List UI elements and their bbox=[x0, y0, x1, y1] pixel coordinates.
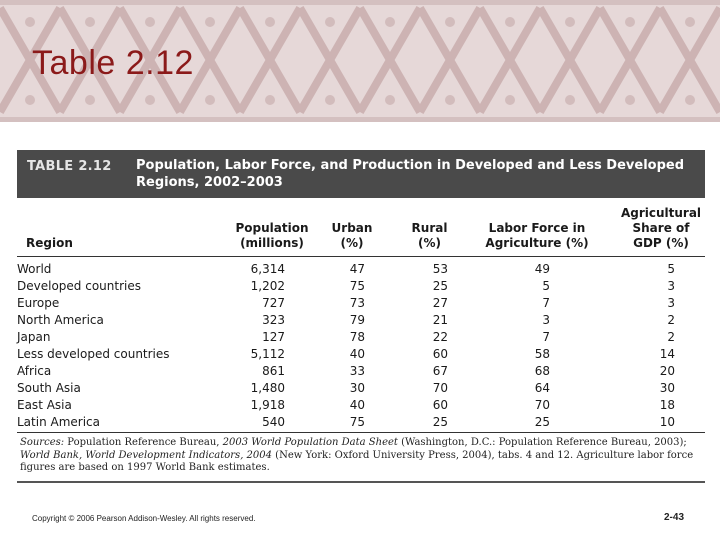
gdp-cell: 2 bbox=[667, 329, 675, 344]
region-cell: Africa bbox=[17, 363, 52, 378]
population-cell: 861 bbox=[262, 363, 285, 378]
labor-cell: 3 bbox=[542, 312, 550, 327]
gdp-cell: 14 bbox=[659, 346, 675, 361]
table-header-bar bbox=[17, 150, 705, 198]
labor-cell: 64 bbox=[534, 380, 550, 395]
decorative-banner bbox=[0, 0, 720, 122]
rural-cell: 70 bbox=[432, 380, 448, 395]
urban-cell: 30 bbox=[349, 380, 365, 395]
row-spacer bbox=[675, 328, 705, 345]
region-cell: Less developed countries bbox=[17, 346, 170, 361]
population-cell: 727 bbox=[262, 295, 285, 310]
urban-cell: 75 bbox=[349, 414, 365, 429]
region-cell: Japan bbox=[17, 329, 51, 344]
table-row bbox=[17, 311, 705, 328]
rural-cell: 60 bbox=[432, 346, 448, 361]
rural-cell: 25 bbox=[432, 414, 448, 429]
population-cell: 5,112 bbox=[250, 346, 285, 361]
gdp-cell: 3 bbox=[667, 278, 675, 293]
table-row bbox=[17, 379, 705, 396]
labor-cell: 7 bbox=[542, 329, 550, 344]
row-spacer bbox=[675, 311, 705, 328]
region-cell: East Asia bbox=[17, 397, 72, 412]
labor-cell: 58 bbox=[534, 346, 550, 361]
col-population: Population (millions) bbox=[235, 221, 309, 250]
table-row bbox=[17, 362, 705, 379]
table-row bbox=[17, 277, 705, 294]
population-cell: 1,480 bbox=[250, 380, 285, 395]
sources-note: Sources: Population Reference Bureau, 2003 World Population Data Sheet (Washington, D.C.: Population Reference Bureau, 2003); World Bank, World Development Indicators, 2004 (New York: Oxford University Press, 2004), tabs. 4 and 12. Agriculture labor force figures are based on 1997 World Bank estimates. bbox=[20, 437, 694, 473]
table-row bbox=[17, 396, 705, 413]
labor-cell: 25 bbox=[534, 414, 550, 429]
col-labor: Labor Force in Agriculture (%) bbox=[485, 221, 589, 250]
row-spacer bbox=[675, 379, 705, 396]
region-cell: South Asia bbox=[17, 380, 81, 395]
slide-title: Table 2.12 bbox=[32, 44, 194, 82]
row-spacer bbox=[675, 277, 705, 294]
urban-cell: 75 bbox=[349, 278, 365, 293]
table-caption: Population, Labor Force, and Production in Developed and Less Developed Regions, 2002–2003 bbox=[136, 158, 685, 190]
table-row bbox=[17, 413, 705, 430]
gdp-cell: 3 bbox=[667, 295, 675, 310]
rural-cell: 60 bbox=[432, 397, 448, 412]
gdp-cell: 18 bbox=[659, 397, 675, 412]
row-spacer bbox=[675, 396, 705, 413]
urban-cell: 33 bbox=[349, 363, 365, 378]
population-cell: 1,202 bbox=[250, 278, 285, 293]
row-spacer bbox=[675, 260, 705, 277]
gdp-cell: 5 bbox=[667, 261, 675, 276]
urban-cell: 47 bbox=[349, 261, 365, 276]
row-spacer bbox=[675, 345, 705, 362]
population-cell: 1,918 bbox=[250, 397, 285, 412]
population-cell: 540 bbox=[262, 414, 285, 429]
rural-cell: 67 bbox=[432, 363, 448, 378]
column-headers bbox=[17, 198, 705, 257]
gdp-cell: 2 bbox=[667, 312, 675, 327]
labor-cell: 7 bbox=[542, 295, 550, 310]
region-cell: Developed countries bbox=[17, 278, 141, 293]
col-rural: Rural (%) bbox=[411, 221, 448, 250]
urban-cell: 40 bbox=[349, 397, 365, 412]
urban-cell: 73 bbox=[349, 295, 365, 310]
labor-cell: 49 bbox=[534, 261, 550, 276]
col-gdp: Agricultural Share of GDP (%) bbox=[620, 206, 702, 250]
bottom-rule bbox=[17, 481, 705, 483]
rural-cell: 53 bbox=[432, 261, 448, 276]
row-spacer bbox=[675, 294, 705, 311]
rural-cell: 27 bbox=[432, 295, 448, 310]
col-urban: Urban (%) bbox=[331, 221, 373, 250]
region-cell: World bbox=[17, 261, 52, 276]
labor-cell: 70 bbox=[534, 397, 550, 412]
population-cell: 6,314 bbox=[250, 261, 285, 276]
rural-cell: 22 bbox=[432, 329, 448, 344]
table-row bbox=[17, 294, 705, 311]
page-number: 2-43 bbox=[664, 512, 685, 523]
rural-cell: 25 bbox=[432, 278, 448, 293]
table-label: TABLE 2.12 bbox=[27, 159, 112, 174]
table-rule bbox=[17, 432, 705, 433]
copyright-notice: Copyright © 2006 Pearson Addison-Wesley. All rights reserved. bbox=[32, 514, 256, 523]
rural-cell: 21 bbox=[432, 312, 448, 327]
urban-cell: 78 bbox=[349, 329, 365, 344]
region-cell: Latin America bbox=[17, 414, 100, 429]
population-cell: 323 bbox=[262, 312, 285, 327]
table-row bbox=[17, 260, 705, 277]
gdp-cell: 30 bbox=[659, 380, 675, 395]
table-row bbox=[17, 328, 705, 345]
table-body bbox=[17, 260, 705, 430]
gdp-cell: 20 bbox=[659, 363, 675, 378]
region-cell: Europe bbox=[17, 295, 60, 310]
population-cell: 127 bbox=[262, 329, 285, 344]
labor-cell: 5 bbox=[542, 278, 550, 293]
labor-cell: 68 bbox=[534, 363, 550, 378]
region-cell: North America bbox=[17, 312, 104, 327]
row-spacer bbox=[675, 413, 705, 430]
table-row bbox=[17, 345, 705, 362]
col-region: Region bbox=[26, 236, 73, 250]
urban-cell: 79 bbox=[349, 312, 365, 327]
urban-cell: 40 bbox=[349, 346, 365, 361]
data-table bbox=[17, 150, 705, 483]
row-spacer bbox=[675, 362, 705, 379]
gdp-cell: 10 bbox=[659, 414, 675, 429]
